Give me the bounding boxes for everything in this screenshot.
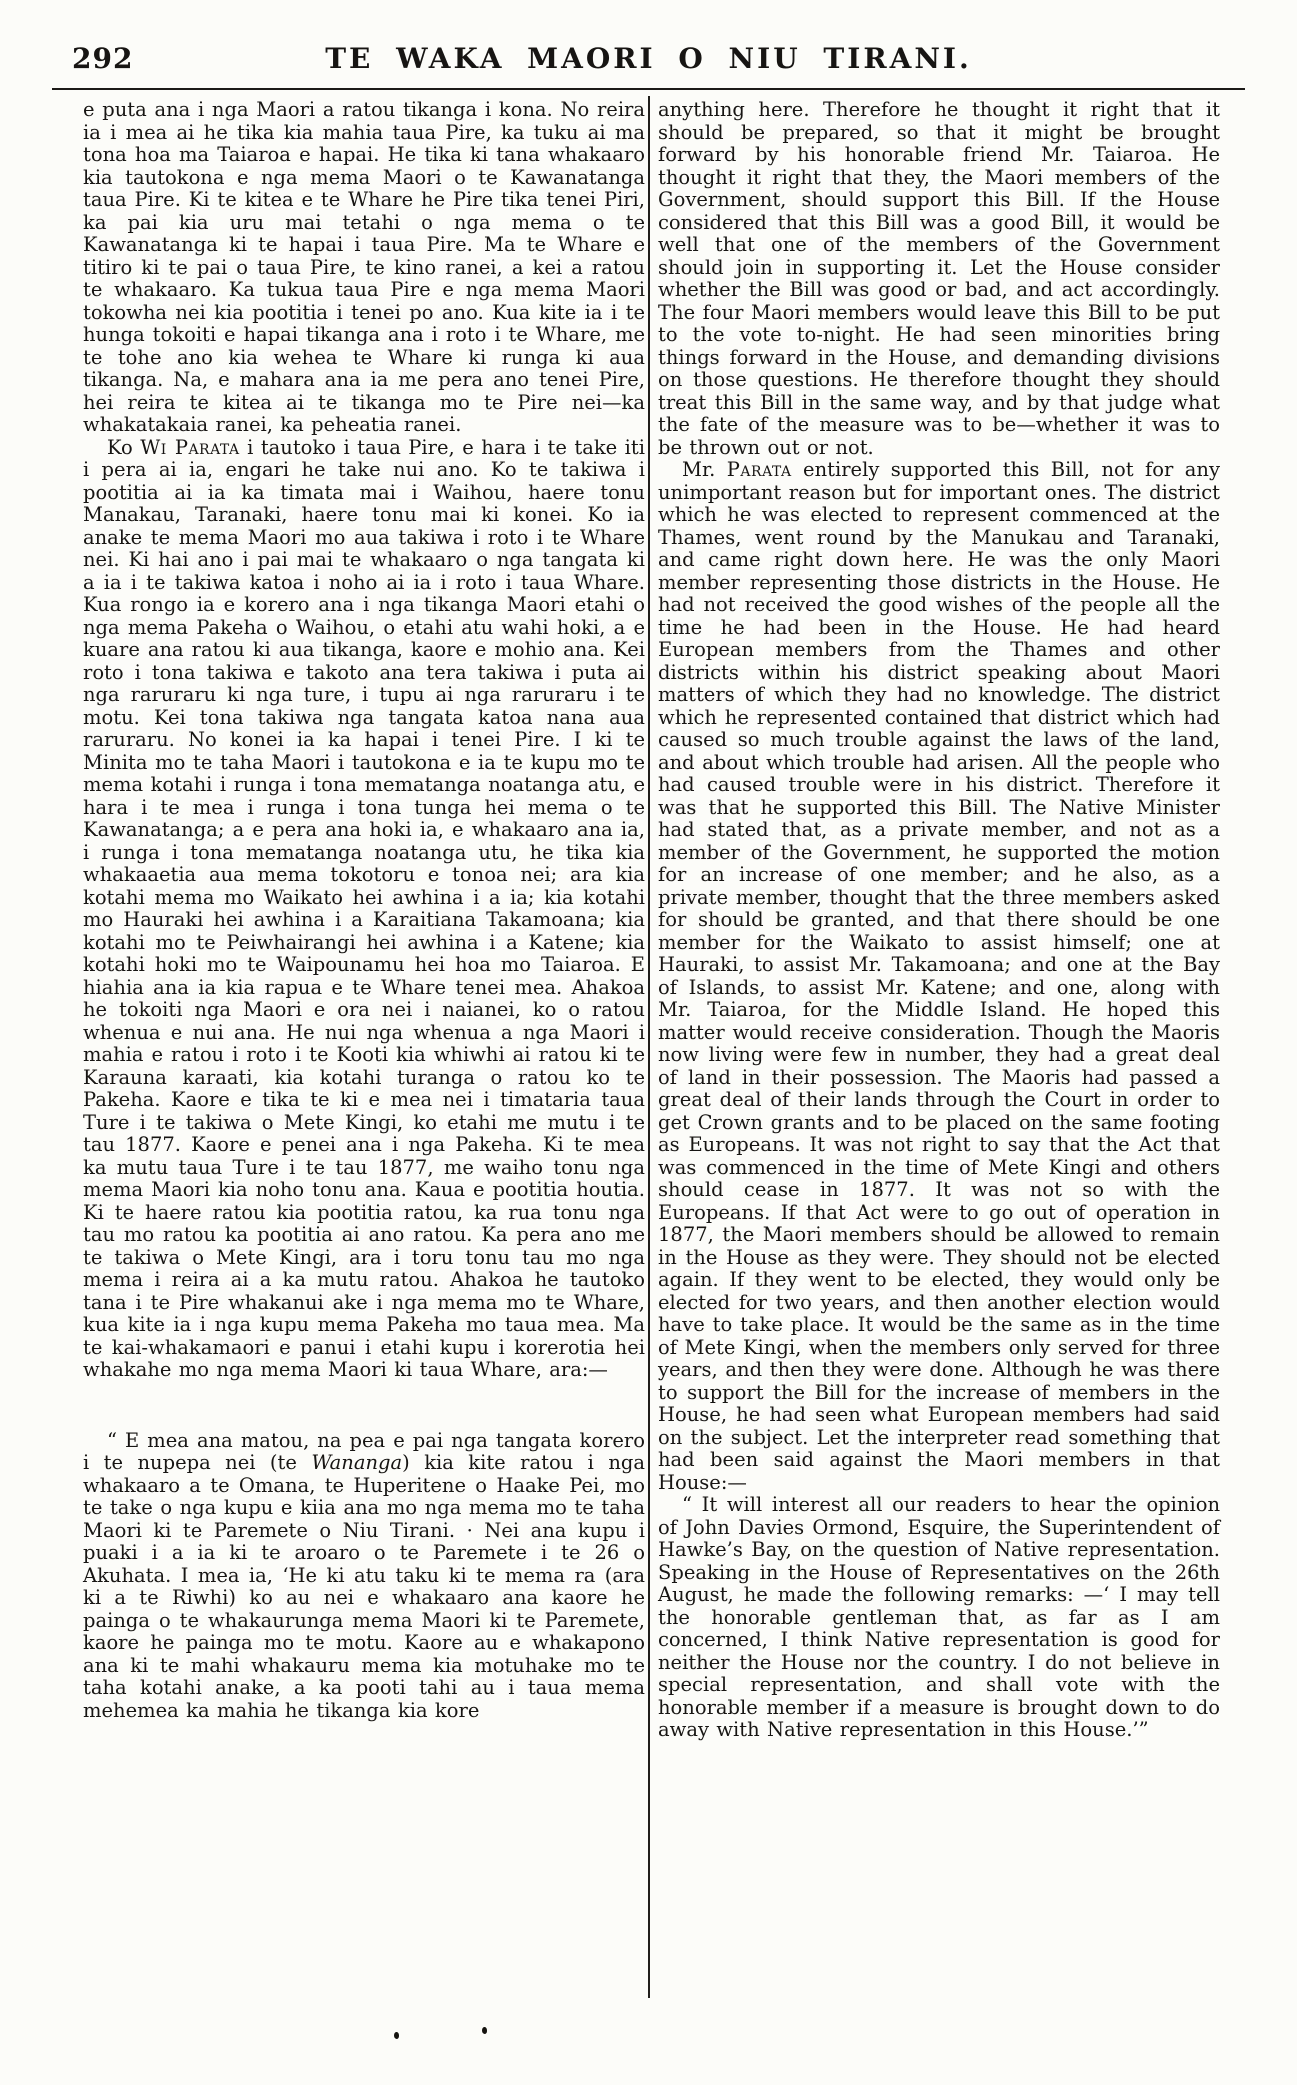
left-column [83, 99, 645, 1722]
paragraph-left-p2 [83, 437, 645, 1382]
page-number: 292 [72, 42, 134, 75]
text-segment: Parata [726, 458, 792, 481]
masthead-title: TE WAKA MAORI O NIU TIRANI. [325, 42, 972, 75]
paragraph-left-p3 [83, 1430, 645, 1723]
paragraph-right-p1 [658, 99, 1220, 459]
right-column [658, 99, 1220, 1742]
paragraph-right-p3 [658, 1494, 1220, 1742]
text-segment: entirely supported this Bill, not for any unimportant reason but for important ones. The district which he was elected to represent commenced at the Thames, went round by the Manukau and Taranaki, and came right down here. He was the only Maori member representing those districts in the House. He had not received the good wishes of the people all the time he had been in the House. He had heard European members from the Thames and other districts within his district speaking about Maori matters of which they had no knowledge. The district which he represented contained that district which had caused so much trouble against the laws of the land, and about which trouble had arisen. All the people who had caused trouble were in his district. Therefore it was that he supported this Bill. The Native Minister had stated that, as a private member, and not as a member of the Government, he supported the motion for an increase of one member; and he also, as a private member, thought that the three members asked for should be granted, and that there should be one member for the Waikato to assist himself; one at Hauraki, to assist Mr. Takamoana; and one at the Bay of Islands, to assist Mr. Katene; and one, along with Mr. Taiaroa, for the Middle Island. He hoped this matter would receive consideration. Though the Maoris now living were few in number, they had a great deal of land in their possession. The Maoris had passed a great deal of their lands through the Court in order to get Crown grants and to be placed on the same footing as Europeans. It was not right to say that the Act that was commenced in the time of Mete Kingi and others should cease in 1877. It was not so with the Europeans. If that Act were to go out of operation in 1877, the Maori members should be allowed to remain in the House as they were. They should not be elected again. If they went to be elected, they would only be elected for two years, and then another election would have to take place. It would be the same as in the time of Mete Kingi, when the members only served for three years, and then they were done. Although he was there to support the Bill for the increase of members in the House, he had seen what European members had said on the subject. Let the interpreter read something that had been said against the Maori members in that House:— [658, 458, 1220, 1494]
text-segment: e puta ana i nga Maori a ratou tikanga i kona. No reira ia i mea ai he tika kia mahia taua Pire, ka tuku ai ma tona hoa ma Taiaroa e hapai. He tika ki tana whakaaro kia tautokona e nga mema Maori o te Kawanatanga taua Pire. Ki te kitea e te Whare he Pire tika tenei Piri, ka pai kia uru mai tetahi o nga mema o te Kawanatanga ki te hapai i taua Pire. Ma te Whare e titiro ki te pai o taua Pire, te kino ranei, a kei a ratou te whakaaro. Ka tukua taua Pire e nga mema Maori tokowha nei kia pootitia i tenei po ano. Kua kite ia i te hunga tokoiti e hapai tikanga ana i roto i te Whare, me te tohe ano kia wehea te Whare ki runga ki aua tikanga. Na, e mahara ana ia me pera ano tenei Pire, hei reira te kitea ai te tikanga mo te Pire nei—ka whakatakaia ranei, ka peheatia ranei. [83, 98, 645, 436]
text-segment: i tautoko i taua Pire, e hara i te take iti i pera ai ia, engari he take nui ano. Ko te takiwa i pootitia ai ia ka timata mai i Waihou, haere tonu Manakau, Taranaki, haere tonu mai ki konei. Ko ia anake te mema Maori mo aua takiwa i roto i te Whare nei. Ki hai ano i pai mai te whakaaro o nga tangata ki a ia i te takiwa katoa i noho ai ia i roto i taua Whare. Kua rongo ia e korero ana i nga tikanga Maori etahi o nga mema Pakeha o Waihou, o etahi atu wahi hoki, a e kuare ana ratou ki aua tikanga, kaore e mohio ana. Kei roto i tona takiwa e takoto ana tera takiwa i puta ai nga raruraru ki nga ture, i tupu ai nga raruraru i te motu. Kei tona takiwa nga tangata katoa nana aua raruraru. No konei ia ka hapai i tenei Pire. I ki te Minita mo te taha Maori i tautokona e ia te kupu mo te mema kotahi i runga i tona mematanga noatanga atu, e hara i te mea i runga i tona tunga hei mema o te Kawanatanga; a e pera ana hoki ia, e whakaaro ana ia, i runga i tona mematanga noatanga utu, he tika kia whakaaetia aua mema tokotoru e tonoa nei; ara kia kotahi mema mo Waikato hei awhina i a ia; kia kotahi mo Hauraki hei awhina i a Karaitiana Takamoana; kia kotahi mo te Peiwhairangi hei awhina i a Katene; kia kotahi hoki mo te Waipounamu hei hoa mo Taiaroa. E hiahia ana ia kia rapua e te Whare tenei mea. Ahakoa he tokoiti nga Maori e ora nei i naianei, ko o ratou whenua e nui ana. He nui nga whenua a nga Maori i mahia e ratou i roto i te Kooti kia whiwhi ai ratou ki te Karauna karaati, kia kotahi turanga o ratou ko te Pakeha. Kaore e tika te ki e mea nei i timataria taua Ture i te takiwa o Mete Kingi, ko etahi me mutu i te tau 1877. Kaore e penei ana i nga Pakeha. Ki te mea ka mutu taua Ture i te tau 1877, me waiho tonu nga mema Maori kia noho tonu ana. Kaua e pootitia houtia. Ki te haere ratou kia pootitia ratou, ka rua tonu nga tau mo ratou ka pootitia ai ano ratou. Ka pera ano me te takiwa o Mete Kingi, ara i toru tonu tau mo nga mema i reira ai a ka mutu ratou. Ahakoa he tautoko tana i te Pire whakanui ake i nga mema mo te Whare, kua kite ia i nga kupu mema Pakeha mo taua mea. Ma te kai-whakamaori e panui i etahi kupu i korerotia hei whakahe mo nga mema Maori ki taua Whare, ara:— [83, 435, 645, 1381]
text-segment: “ E mea ana matou, na pea e pai nga tangata korero i te nupepa nei (te [83, 1428, 645, 1474]
text-segment: Wananga [311, 1451, 403, 1474]
header-rule [52, 88, 1245, 90]
text-segment: “ It will interest all our readers to hear the opinion of John Davies Ormond, Esquire, the Superintendent of Hawke’s Bay, on the question of Native representation. Speaking in the House of Representatives on the 26th August, he made the following remarks: —‘ I may tell the honorable gentleman that, as far as I am concerned, I think Native representation is good for neither the House nor the country. I do not believe in special representation, and shall vote with the honorable member if a measure is brought down to do away with Native representation in this House.’” [658, 1493, 1220, 1741]
text-segment: anything here. Therefore he thought it right that it should be prepared, so that it might be brought forward by his honorable friend Mr. Taiaroa. He thought it right that they, the Maori members of the Government, should support this Bill. If the House considered that this Bill was a good Bill, it would be well that one of the members of the Government should join in supporting it. Let the House consider whether the Bill was good or bad, and act accordingly. The four Maori members would leave this Bill to be put to the vote to-night. He had seen minorities bring things forward in the House, and demanding divisions on those questions. He therefore thought they should treat this Bill in the same way, and by that judge what the fate of the measure was to be—whether it was to be thrown out or not. [658, 98, 1220, 459]
ink-speck [482, 2027, 487, 2034]
paragraph-left-p1 [83, 99, 645, 437]
text-segment: Ko [107, 435, 141, 459]
ink-speck [394, 2032, 399, 2039]
text-segment: ) kia kite ratou i nga whakaaro a te Omana, te Huperitene o Haake Pei, mo te take o nga kupu e kiia ana mo nga mema mo te taha Maori ki te Paremete o Niu Tirani. · Nei ana kupu i puaki i a ia ki te aroaro o te Paremete i te 26 o Akuhata. I mea ia, ‘He ki atu taku ki te mema ra (ara ki a te Riwhi) ko au nei e whakaaro ana kaore he painga o te whakaurunga mema Maori ki te Paremete, kaore he painga mo te motu. Kaore au e whakapono ana ki te mahi whakauru mema kia motuhake mo te taha kotahi anake, a ka pooti tahi au i taua mema mehemea ka mahia he tikanga kia kore [83, 1451, 645, 1722]
text-segment: Mr. [682, 458, 727, 481]
paragraph-right-p2 [658, 459, 1220, 1494]
column-divider [648, 96, 650, 1998]
text-segment: Wi Parata [140, 435, 240, 459]
